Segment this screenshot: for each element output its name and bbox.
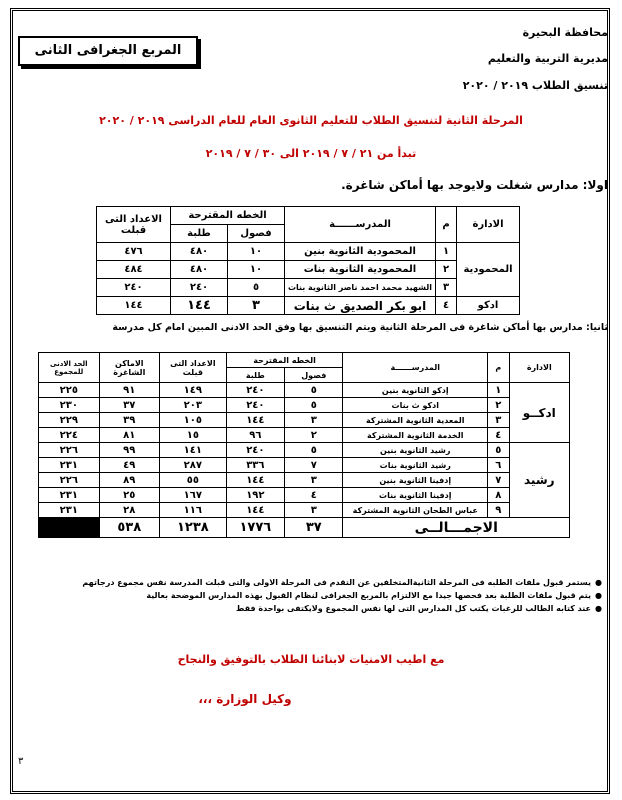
school-cell: عباس الطحان الثانوية المشتركة [343, 503, 488, 518]
accepted-cell: ١٠٥ [160, 413, 227, 428]
classes-cell: ٢ [285, 428, 343, 443]
accepted-cell: ٢٠٣ [160, 398, 227, 413]
col-plan: الخطه المقترحة [171, 207, 285, 225]
students-cell: ٤٨٠ [171, 243, 228, 261]
closing-wishes: مع اطيب الامنيات لابنائنا الطلاب بالتوفيق والنجاح [177, 653, 445, 666]
total-students: ١٧٧٦ [226, 518, 284, 538]
admin-cell: ادكــو [509, 383, 569, 443]
min-cell: ٢٢٦ [39, 473, 100, 488]
vacant-cell: ٤٩ [99, 458, 159, 473]
vacant-cell: ٣٧ [99, 398, 159, 413]
students-cell: ٢٤٠ [226, 383, 284, 398]
col-school: المدرســــــة [343, 353, 488, 383]
total-classes: ٣٧ [285, 518, 343, 538]
m-cell: ٣ [488, 413, 510, 428]
section1-heading: اولا: مدارس شغلت ولايوجد بها أماكن شاغرة. [341, 178, 608, 192]
total-row [39, 518, 570, 538]
m-cell: ٦ [488, 458, 510, 473]
accepted-cell: ٥٥ [160, 473, 227, 488]
governorate: محافظة البحيرة [522, 26, 608, 39]
m-cell: ٨ [488, 488, 510, 503]
classes-cell: ٤ [285, 488, 343, 503]
min-cell: ٢٢٦ [39, 443, 100, 458]
m-cell: ٣ [436, 279, 457, 297]
dates-title: تبدأ من ٢١ / ٧ / ٢٠١٩ الى ٣٠ / ٧ / ٢٠١٩ [205, 147, 417, 160]
vacant-cell: ٨١ [99, 428, 159, 443]
min-cell: ٢٣١ [39, 503, 100, 518]
table-row [39, 398, 570, 413]
page-number: ٣ [18, 756, 24, 767]
note-item: ● عند كتابه الطالب للرغبات يكتب كل المدارس التى لها نفس المجموع ولايكتفى بواحدة فقط [82, 604, 602, 613]
students-cell: ١٤٤ [226, 503, 284, 518]
school-cell: إدفينا الثانوية بنين [343, 473, 488, 488]
min-cell: ٢٢٤ [39, 428, 100, 443]
accepted-cell: ١٥ [160, 428, 227, 443]
school-cell: المحمودية الثانوية بنين [285, 243, 436, 261]
vacant-cell: ٩٩ [99, 443, 159, 458]
school-cell: إدفينا الثانوية بنات [343, 488, 488, 503]
m-cell: ٤ [488, 428, 510, 443]
classes-cell: ٣ [285, 503, 343, 518]
m-cell: ٩ [488, 503, 510, 518]
students-cell: ٢٤٠ [171, 279, 228, 297]
min-cell: ٢٢٥ [39, 383, 100, 398]
students-cell: ٣٣٦ [226, 458, 284, 473]
vacant-cell: ٣٩ [99, 413, 159, 428]
col-accepted: الاعداد التى قبلت [97, 207, 171, 243]
section2-table [38, 352, 570, 538]
school-cell: المحمودية الثانوية بنات [285, 261, 436, 279]
main-title: المرحلة الثانية لتنسيق الطلاب للتعليم الثانوى العام للعام الدراسى ٢٠١٩ / ٢٠٢٠ [99, 114, 523, 127]
accepted-cell: ١٤٩ [160, 383, 227, 398]
vacant-cell: ٩١ [99, 383, 159, 398]
classes-cell: ٣ [285, 413, 343, 428]
students-cell: ٢٤٠ [226, 443, 284, 458]
min-cell: ٢٣٠ [39, 398, 100, 413]
students-cell: ٤٨٠ [171, 261, 228, 279]
accepted-cell: ١٤١ [160, 443, 227, 458]
total-vacant: ٥٣٨ [99, 518, 159, 538]
vacant-cell: ٨٩ [99, 473, 159, 488]
students-cell: ١٤٤ [171, 297, 228, 315]
table-row [39, 473, 570, 488]
m-cell: ٧ [488, 473, 510, 488]
admin-cell: رشيد [509, 443, 569, 518]
classes-cell: ٥ [228, 279, 285, 297]
section2-heading: ثانيا: مدارس بها أماكن شاغرة فى المرحلة الثانية ويتم التنسيق بها وفق الحد الادنى المبين امام كل مدرسة [112, 322, 608, 333]
coordination-year: تنسيق الطلاب ٢٠١٩ / ٢٠٢٠ [462, 79, 608, 92]
students-cell: ٩٦ [226, 428, 284, 443]
col-min: الحد الادنى للمجموع [39, 353, 100, 383]
accepted-cell: ٢٨٧ [160, 458, 227, 473]
directorate: مديرية التربية والتعليم [487, 52, 608, 65]
m-cell: ٥ [488, 443, 510, 458]
school-cell: الخدمة الثانوية المشتركة [343, 428, 488, 443]
vacant-cell: ٢٥ [99, 488, 159, 503]
accepted-cell: ١٤٤ [97, 297, 171, 315]
classes-cell: ١٠ [228, 243, 285, 261]
school-cell: إدكو الثانوية بنين [343, 383, 488, 398]
col-plan: الخطه المقترحة [226, 353, 343, 368]
table-row [39, 413, 570, 428]
signature: وكيل الوزارة ،،، [198, 692, 292, 706]
school-cell: رشيد الثانوية بنين [343, 443, 488, 458]
table-row [97, 243, 520, 261]
school-cell: ادكو ث بنات [343, 398, 488, 413]
classes-cell: ٣ [285, 473, 343, 488]
col-m: م [488, 353, 510, 383]
note-item: ● يستمر قبول ملفات الطلبه فى المرحلة الثانيةالمتخلفين عن التقدم فى المرحلة الاولى والتى قبلت المدرسة نفس مجموع درجاتهم [82, 578, 602, 587]
min-cell: ٢٣١ [39, 488, 100, 503]
school-cell: الشهيد محمد احمد ناصر الثانوية بنات [285, 279, 436, 297]
total-blank-cell [39, 518, 100, 538]
accepted-cell: ٤٧٦ [97, 243, 171, 261]
school-cell: المعدية الثانوية المشتركة [343, 413, 488, 428]
admin-cell: المحمودية [457, 243, 520, 297]
vacant-cell: ٢٨ [99, 503, 159, 518]
school-cell: رشيد الثانوية بنات [343, 458, 488, 473]
col-students: طلبة [171, 225, 228, 243]
table-row [39, 488, 570, 503]
table-row [39, 443, 570, 458]
m-cell: ٤ [436, 297, 457, 315]
accepted-cell: ١١٦ [160, 503, 227, 518]
students-cell: ١٩٢ [226, 488, 284, 503]
table-row [39, 503, 570, 518]
notes-list [82, 578, 602, 617]
classes-cell: ١٠ [228, 261, 285, 279]
table-row [97, 261, 520, 279]
classes-cell: ٥ [285, 443, 343, 458]
classes-cell: ٥ [285, 398, 343, 413]
m-cell: ٢ [488, 398, 510, 413]
school-cell: ابو بكر الصديق ث بنات [285, 297, 436, 315]
m-cell: ٢ [436, 261, 457, 279]
students-cell: ٢٤٠ [226, 398, 284, 413]
m-cell: ١ [436, 243, 457, 261]
min-cell: ٢٢٩ [39, 413, 100, 428]
total-label: الاجمـــالــى [343, 518, 570, 538]
accepted-cell: ١٦٧ [160, 488, 227, 503]
col-school: المدرســــــة [285, 207, 436, 243]
total-accepted: ١٢٣٨ [160, 518, 227, 538]
col-classes: فصول [285, 368, 343, 383]
admin-cell: ادكو [457, 297, 520, 315]
table-row [39, 428, 570, 443]
classes-cell: ٧ [285, 458, 343, 473]
m-cell: ١ [488, 383, 510, 398]
min-cell: ٢٣١ [39, 458, 100, 473]
note-item: ● يتم قبول ملفات الطلبة بعد فحصها جيدا مع الالتزام بالمربع الجغرافى لنظام القبول بهذه المدارس الموضحة بعالية [82, 591, 602, 600]
section1-table [96, 206, 520, 315]
box-title: المربع الجغرافى الثانى [18, 36, 198, 66]
students-cell: ١٤٤ [226, 473, 284, 488]
col-m: م [436, 207, 457, 243]
students-cell: ١٤٤ [226, 413, 284, 428]
table-row [97, 279, 520, 297]
table-row [97, 297, 520, 315]
col-students: طلبة [226, 368, 284, 383]
col-admin: الادارة [457, 207, 520, 243]
col-classes: فصول [228, 225, 285, 243]
table-row [39, 458, 570, 473]
classes-cell: ٣ [228, 297, 285, 315]
col-admin: الادارة [509, 353, 569, 383]
table-row [39, 383, 570, 398]
col-vacant: الاماكن الشاغرة [99, 353, 159, 383]
classes-cell: ٥ [285, 383, 343, 398]
col-accepted: الاعداد التى قبلت [160, 353, 227, 383]
accepted-cell: ٤٨٤ [97, 261, 171, 279]
accepted-cell: ٢٤٠ [97, 279, 171, 297]
